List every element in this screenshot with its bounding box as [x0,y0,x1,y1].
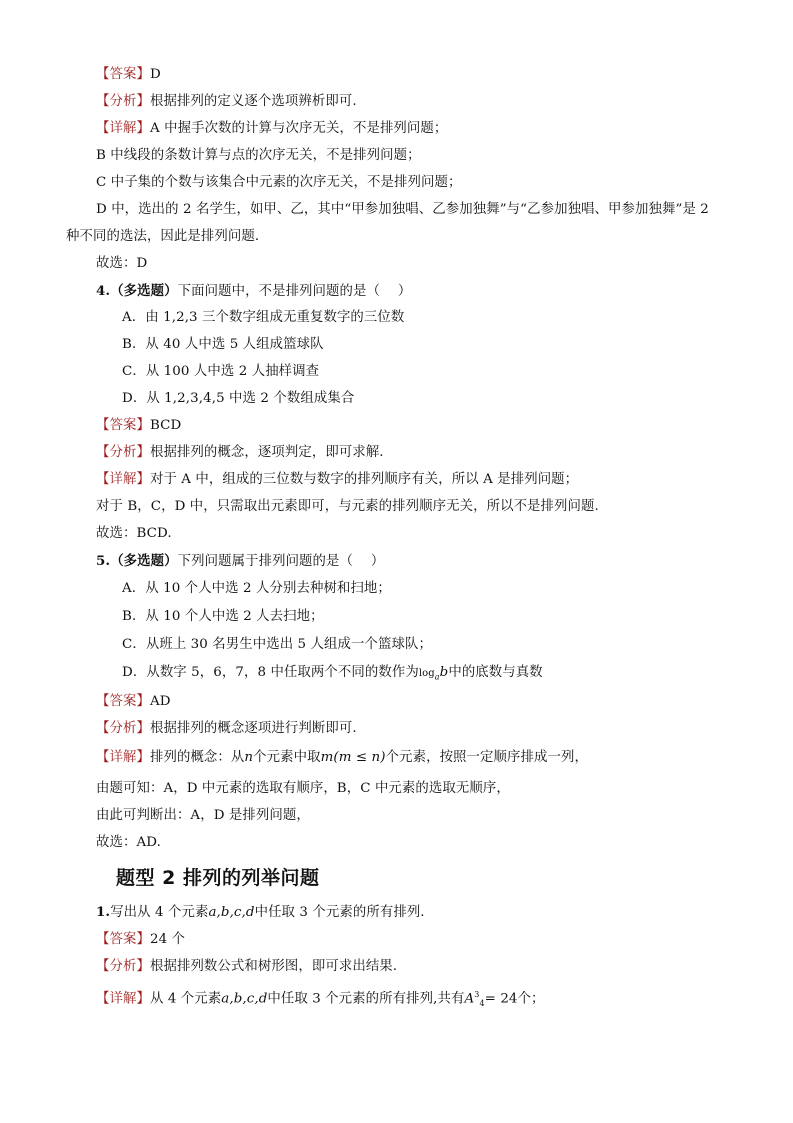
q5-answer [96,693,171,711]
answer-tag: 【答案】 [96,694,150,709]
q4-choose: 故选：BCD. [96,526,172,541]
element-vars: a,b,c,d [221,991,268,1007]
permutation-sup: 3 [474,990,480,999]
q4-option-d: D．从 1,2,3,4,5 中选 2 个数组成集合 [122,391,355,406]
analysis-text: 根据排列的定义逐个选项辨析即可. [149,94,357,109]
q5-analysis [96,720,357,738]
q4-detail-2: 对于 B，C，D 中，只需取出元素即可，与元素的排列顺序无关，所以不是排列问题. [96,499,599,514]
log-base: a [434,672,440,682]
detail-tag: 【详解】 [96,121,150,136]
q4-detail-1 [96,471,578,489]
answer-text: AD [149,694,171,709]
q4-stem [96,282,411,301]
answer-text: D [149,67,161,82]
detail-text-tail: 个元素，按照一定顺序排成一列， [385,750,588,765]
s2q1-detail [96,986,545,1013]
question-number: 1. [96,904,111,920]
q5-detail-2: 由题可知：A，D 中元素的选取有顺序，B，C 中元素的选取无顺序， [96,781,510,796]
permutation-symbol: A [464,991,475,1007]
analysis-text: 根据排列的概念逐项进行判断即可. [149,721,357,736]
q5-option-a: A．从 10 个人中选 2 人分别去种树和扫地； [122,581,391,596]
q3-choose: 故选：D [96,256,148,271]
q5-detail-3: 由此可判断出：A，D 是排列问题， [96,808,310,823]
q3-detail-d1: D 中，选出的 2 名学生，如甲、乙，其中“甲参加独唱、乙参加独舞”与“乙参加独唱、甲参加独舞”是 2 [96,202,709,217]
question-type: （多选题） [110,283,178,299]
q3-answer [96,66,161,84]
analysis-tag: 【分析】 [96,94,150,109]
detail-tag: 【详解】 [96,750,150,765]
analysis-text: 根据排列的概念，逐项判定，即可求解. [149,445,384,460]
question-text-tail: 中任取 3 个元素的所有排列. [254,905,425,920]
section-title: 题型 2 排列的列举问题 [116,867,320,889]
var-n: n [244,750,254,765]
q3-detail-d2: 种不同的选法，因此是排列问题． [66,229,269,244]
detail-text: 对于 A 中，组成的三位数与数字的排列顺序有关，所以 A 是排列问题； [149,472,579,487]
detail-tag: 【详解】 [96,991,150,1007]
question-text: 写出从 4 个元素 [110,905,209,920]
s2q1-answer [96,931,185,949]
detail-text-mid: 个元素中取 [253,750,321,765]
analysis-text: 根据排列数公式和树形图，即可求出结果. [149,959,398,974]
question-number: 5. [96,553,111,569]
log-function: log [418,668,435,679]
answer-tag: 【答案】 [96,418,150,433]
answer-tag: 【答案】 [96,932,150,947]
answer-tag: 【答案】 [96,67,150,82]
q4-option-c: C．从 100 人中选 2 人抽样调查 [122,364,320,379]
q4-option-a: A．由 1,2,3 三个数字组成无重复数字的三位数 [122,310,405,325]
q3-analysis [96,93,357,111]
q4-option-b: B．从 40 人中选 5 人组成篮球队 [122,337,324,352]
detail-text-tail: 个； [517,991,545,1007]
log-argument: b [439,665,449,680]
question-text: 下列问题属于排列问题的是（ ） [177,554,385,569]
answer-text: 24 个 [149,932,186,947]
q4-answer [96,417,181,435]
detail-text: 从 4 个元素 [149,991,222,1007]
q5-option-c: C．从班上 30 名男生中选出 5 人组成一个篮球队； [122,637,432,652]
q5-stem [96,552,384,571]
question-type: （多选题） [110,553,178,569]
q5-option-b: B．从 10 个人中选 2 人去扫地； [122,609,324,624]
question-number: 4. [96,283,111,299]
s2q1-stem [96,903,425,922]
detail-text: 排列的概念：从 [149,750,245,765]
q5-option-d [122,664,543,687]
q4-analysis [96,444,384,462]
detail-text-mid: 中任取 3 个元素的所有排列,共有 [267,991,465,1007]
question-text: 下面问题中，不是排列问题的是（ ） [177,284,412,299]
answer-text: BCD [149,418,182,433]
detail-tag: 【详解】 [96,472,150,487]
q3-detail-c: C 中子集的个数与该集合中元素的次序无关，不是排列问题； [96,175,462,190]
permutation-sub: 4 [479,999,485,1009]
element-vars: a,b,c,d [208,905,255,920]
q3-detail-b: B 中线段的条数计算与点的次序无关，不是排列问题； [96,148,421,163]
analysis-tag: 【分析】 [96,445,150,460]
analysis-tag: 【分析】 [96,959,150,974]
var-m: m [320,750,334,765]
q3-detail-a [96,120,447,138]
condition: (m ≤ n) [333,750,386,765]
q5-detail-1 [96,749,588,767]
permutation-result: = 24 [484,991,518,1007]
q5-choose: 故选：AD. [96,835,161,850]
option-d-text: D．从数字 5，6，7，8 中任取两个不同的数作为 [122,665,419,680]
analysis-tag: 【分析】 [96,721,150,736]
s2q1-analysis [96,958,397,976]
detail-text: A 中握手次数的计算与次序无关，不是排列问题； [149,121,448,136]
option-d-tail: 中的底数与真数 [448,665,543,680]
